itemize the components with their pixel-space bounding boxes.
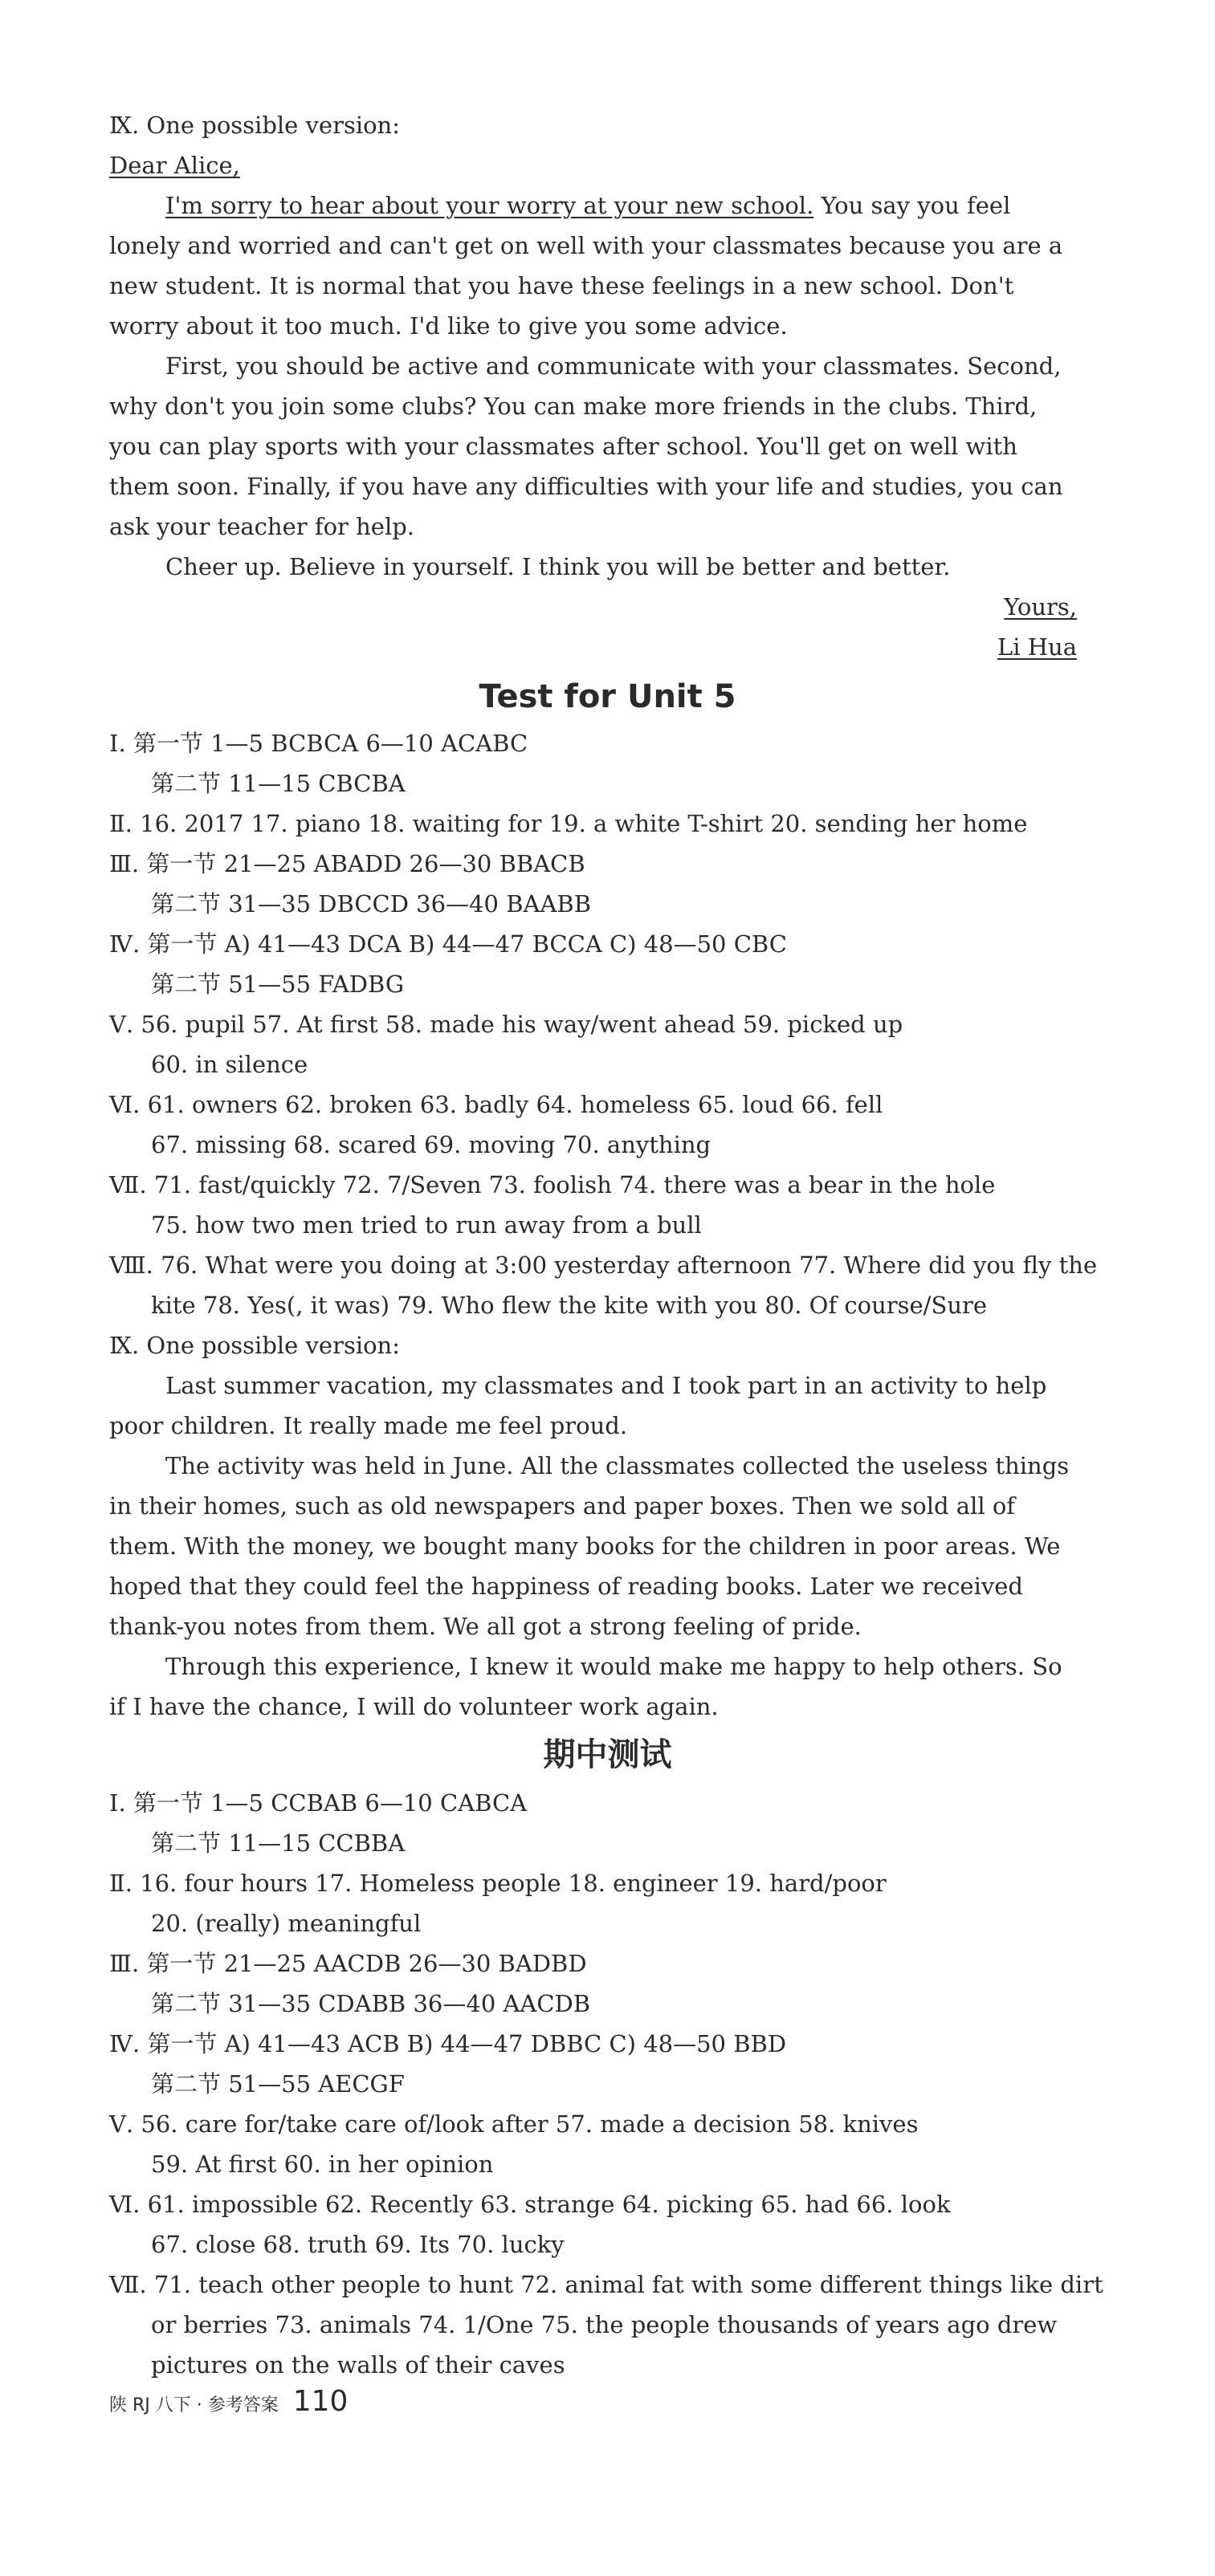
section-title-midterm: 期中测试 xyxy=(543,1736,672,1773)
answer-line: Ⅳ. 第一节 A) 41—43 DCA B) 44—47 BCCA C) 48—50 CBC xyxy=(109,930,787,958)
essay-line: hoped that they could feel the happiness of reading books. Later we received xyxy=(109,1573,1023,1600)
answer-line: or berries 73. animals 74. 1/One 75. the people thousands of years ago drew xyxy=(151,2311,1058,2338)
answer-line: Ⅷ. 76. What were you doing at 3:00 yesterday afternoon 77. Where did you fly the xyxy=(109,1251,1098,1279)
essay-line: why don't you join some clubs? You can make more friends in the clubs. Third, xyxy=(109,393,1038,420)
answer-line: Ⅱ. 16. four hours 17. Homeless people 18. engineer 19. hard/poor xyxy=(109,1870,887,1897)
ix-label: Ⅸ. One possible version: xyxy=(109,112,401,139)
answer-line: Ⅶ. 71. fast/quickly 72. 7/Seven 73. foolish 74. there was a bear in the hole xyxy=(109,1171,996,1198)
answer-line: Ⅱ. 16. 2017 17. piano 18. waiting for 19. a white T-shirt 20. sending her home xyxy=(109,810,1028,837)
essay-line xyxy=(165,189,1010,222)
essay-line: Last summer vacation, my classmates and I took part in an activity to help xyxy=(165,1372,1047,1399)
essay-line: new student. It is normal that you have these feelings in a new school. Don't xyxy=(109,272,1014,299)
essay-line: in their homes, such as old newspapers and paper boxes. Then we sold all of xyxy=(109,1492,1016,1520)
answer-line: 59. At first 60. in her opinion xyxy=(151,2151,494,2178)
closing: Yours, xyxy=(1004,593,1077,621)
page-footer xyxy=(109,2386,348,2422)
answer-line: kite 78. Yes(, it was) 79. Who flew the kite with you 80. Of course/Sure xyxy=(151,1292,988,1319)
essay-line: Through this experience, I knew it would make me happy to help others. So xyxy=(165,1653,1062,1680)
answer-line: 第二节 51—55 FADBG xyxy=(151,971,405,998)
essay-line: First, you should be active and communicate with your classmates. Second, xyxy=(165,352,1062,380)
essay-line: The activity was held in June. All the classmates collected the useless things xyxy=(165,1452,1070,1479)
answer-line: 第二节 31—35 DBCCD 36—40 BAABB xyxy=(151,890,592,918)
answer-line: Ⅲ. 第一节 21—25 ABADD 26—30 BBACB xyxy=(109,850,585,877)
essay-line: them soon. Finally, if you have any difficulties with your life and studies, you can xyxy=(109,473,1063,500)
essay-line: thank-you notes from them. We all got a strong feeling of pride. xyxy=(109,1613,862,1640)
answer-line: 第二节 31—35 CDABB 36—40 AACDB xyxy=(151,1990,591,2017)
signature-name: Li Hua xyxy=(997,633,1077,661)
essay-text: You say you feel xyxy=(813,192,1011,219)
answer-line: 60. in silence xyxy=(151,1051,308,1078)
answer-line: Ⅲ. 第一节 21—25 AACDB 26—30 BADBD xyxy=(109,1950,587,1977)
essay-line: worry about it too much. I'd like to give you some advice. xyxy=(109,312,788,340)
essay-line: if I have the chance, I will do volunteer work again. xyxy=(109,1693,719,1720)
answer-line: Ⅶ. 71. teach other people to hunt 72. animal fat with some different things like dirt xyxy=(109,2271,1103,2298)
answer-line: 第二节 11—15 CCBBA xyxy=(151,1829,406,1857)
answer-line: 20. (really) meaningful xyxy=(151,1910,422,1937)
salutation: Dear Alice, xyxy=(109,152,240,179)
essay-line: lonely and worried and can't get on well with your classmates because you are a xyxy=(109,232,1063,259)
page-number: 110 xyxy=(292,2385,349,2418)
answer-line: Ⅵ. 61. impossible 62. Recently 63. strange 64. picking 65. had 66. look xyxy=(109,2191,951,2218)
answer-line: pictures on the walls of their caves xyxy=(151,2351,565,2379)
essay-line: ask your teacher for help. xyxy=(109,513,415,540)
answer-line: 67. close 68. truth 69. Its 70. lucky xyxy=(151,2231,565,2258)
essay-line: Cheer up. Believe in yourself. I think you will be better and better. xyxy=(165,553,951,580)
answer-line: 第二节 11—15 CBCBA xyxy=(151,770,406,797)
answer-line: 67. missing 68. scared 69. moving 70. anything xyxy=(151,1131,711,1158)
answer-line: 第二节 51—55 AECGF xyxy=(151,2070,405,2098)
section-title-unit5: Test for Unit 5 xyxy=(479,678,736,715)
essay-line: you can play sports with your classmates after school. You'll get on well with xyxy=(109,433,1017,460)
answer-line: Ⅵ. 61. owners 62. broken 63. badly 64. homeless 65. loud 66. fell xyxy=(109,1091,883,1118)
essay-line: them. With the money, we bought many books for the children in poor areas. We xyxy=(109,1532,1061,1560)
answer-line: Ⅳ. 第一节 A) 41—43 ACB B) 44—47 DBBC C) 48—50 BBD xyxy=(109,2030,787,2057)
essay-line: poor children. It really made me feel proud. xyxy=(109,1412,628,1439)
underlined-sentence: I'm sorry to hear about your worry at your new school. xyxy=(165,192,814,219)
answer-line: Ⅸ. One possible version: xyxy=(109,1332,401,1359)
answer-line: Ⅴ. 56. pupil 57. At first 58. made his way/went ahead 59. picked up xyxy=(109,1011,903,1038)
answer-line: 75. how two men tried to run away from a bull xyxy=(151,1211,702,1239)
footer-label: 陕 RJ 八下 · 参考答案 xyxy=(109,2395,279,2415)
answer-line: Ⅰ. 第一节 1—5 CCBAB 6—10 CABCA xyxy=(109,1789,528,1817)
answer-line: Ⅰ. 第一节 1—5 BCBCA 6—10 ACABC xyxy=(109,730,528,757)
answer-line: Ⅴ. 56. care for/take care of/look after 57. made a decision 58. knives xyxy=(109,2110,919,2138)
